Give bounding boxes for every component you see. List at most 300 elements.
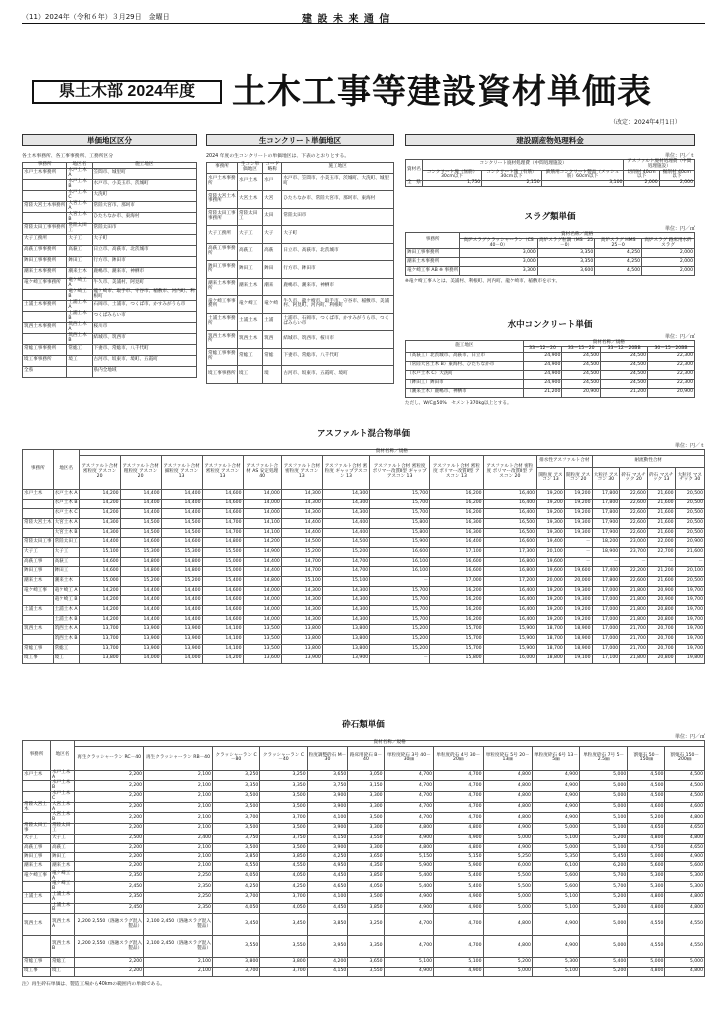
- table-cell: 鉾田工: [237, 261, 262, 279]
- table-cell: 2,200: [75, 792, 144, 803]
- table-cell: 3,700: [260, 893, 307, 904]
- table-cell: 竜ケ崎工 A: [50, 871, 74, 882]
- table-cell: [23, 289, 67, 300]
- table-cell: 水戸土木: [23, 770, 51, 781]
- table-cell: 2,200: [75, 802, 144, 813]
- table-cell: 3,950: [307, 936, 348, 958]
- table-cell: 13,800: [79, 654, 120, 664]
- table-row: [23, 333, 197, 344]
- table-cell: 19,300: [564, 518, 592, 528]
- header-cell: 大粒径 アスコン 30: [592, 467, 620, 489]
- table-cell: 15,700: [430, 635, 483, 645]
- issue-date: （11）2024年（令和６年）３月29日 金曜日: [22, 13, 170, 21]
- table-cell: 16,600: [483, 538, 536, 548]
- table-cell: 20,700: [647, 635, 675, 645]
- table-cell: 14,200: [79, 509, 120, 519]
- table-cell: 17,400: [592, 567, 620, 577]
- table-cell: 14,600: [202, 615, 243, 625]
- table-cell: 3,000: [460, 258, 538, 267]
- table-cell: 大子: [263, 226, 282, 244]
- table-cell: [23, 311, 67, 322]
- table-cell: 4,100: [307, 813, 348, 824]
- table-cell: 竜ケ崎工事 AB ※ 事務所: [406, 267, 460, 276]
- table-cell: 竜ケ崎工 B: [67, 289, 92, 300]
- table-cell: 15,900: [483, 635, 536, 645]
- table-cell: 大子工: [67, 234, 92, 245]
- header-cell: クラッシャーラン C－80: [212, 746, 259, 770]
- table-cell: 5,600: [628, 862, 665, 871]
- table-cell: 14,200: [202, 654, 243, 664]
- table-cell: 19,200: [564, 606, 592, 616]
- table-cell: 5,400: [434, 871, 483, 882]
- table-cell: 3,900: [307, 843, 348, 852]
- table-cell: 鉾田工事事務所: [23, 256, 67, 267]
- table-cell: 土浦土木 A: [67, 300, 92, 311]
- table-cell: 筑西土木 B: [67, 333, 92, 344]
- table-cell: 4,900: [384, 893, 433, 904]
- table-cell: 3,650: [307, 770, 348, 781]
- table-cell: 3,700: [212, 813, 259, 824]
- table-cell: 大宮土木: [237, 191, 262, 209]
- table-cell: 2,000: [642, 267, 695, 276]
- table-cell: 4,550: [628, 936, 665, 958]
- table-cell: －: [370, 654, 430, 664]
- table-cell: 17,100: [592, 654, 620, 664]
- table-cell: 14,400: [281, 518, 322, 528]
- header-cell: 再生クラッシャーラン RB－40: [144, 746, 213, 770]
- table-cell: 15,200: [120, 577, 161, 587]
- table-cell: 竜ケ崎工 B: [50, 882, 74, 893]
- header-cell: コンクリート塊（無筋）30cm以下: [422, 170, 481, 181]
- table-row: [23, 322, 197, 333]
- table-row: [23, 267, 197, 278]
- table-cell: 15,200: [322, 547, 369, 557]
- table-row: [23, 223, 197, 234]
- table-cell: 19,200: [564, 489, 592, 499]
- page-title: 土木工事等建設資材単価表: [232, 72, 652, 112]
- table-cell: 21,700: [620, 644, 648, 654]
- table-cell: 22,700: [647, 547, 675, 557]
- table-cell: 5,000: [580, 770, 628, 781]
- table-cell: 14,200: [79, 586, 120, 596]
- concrete-area-heading: 生コンクリート単価地区: [206, 134, 394, 146]
- table-cell: 15,800: [430, 654, 483, 664]
- table-cell: 常総工事: [23, 644, 54, 654]
- table-header: [23, 455, 705, 467]
- table-cell: 3,450: [260, 914, 307, 936]
- table-cell: 19,700: [675, 606, 704, 616]
- table-cell: 19,100: [564, 654, 592, 664]
- table-cell: 4,650: [307, 882, 348, 893]
- byproduct-section: [405, 134, 695, 187]
- table-cell: 16,400: [430, 538, 483, 548]
- table-row: [406, 258, 695, 267]
- table-cell: 16,300: [430, 518, 483, 528]
- table-cell: 土浦土木 A: [50, 893, 74, 904]
- page-header: [22, 10, 705, 24]
- table-cell: 4,700: [384, 813, 433, 824]
- table-cell: 4,250: [260, 882, 307, 893]
- table-cell: 鉾田工: [67, 256, 92, 267]
- table-cell: 3,350: [348, 936, 384, 958]
- table-cell: 筑西土木: [23, 625, 54, 635]
- table-cell: 14,000: [243, 509, 281, 519]
- table-cell: 鹿嶋市、潮来市、神栖市: [92, 267, 196, 278]
- table-cell: 筑西土木事務所: [23, 322, 67, 333]
- table-cell: 14,400: [161, 606, 202, 616]
- header-cell: 資材名称／規格: [79, 450, 704, 456]
- table-cell: 全県: [23, 366, 67, 377]
- table-cell: 大宮土木 A: [67, 201, 92, 212]
- table-cell: 竜ケ崎工事: [23, 586, 54, 596]
- table-cell: 15,500: [202, 547, 243, 557]
- table-cell: 14,500: [120, 528, 161, 538]
- table-cell: 14,600: [202, 499, 243, 509]
- table-cell: 大子町: [92, 234, 196, 245]
- table-cell: 4,800: [628, 834, 665, 843]
- table-cell: 19,200: [537, 489, 565, 499]
- table-cell: 3,850: [260, 853, 307, 862]
- table-cell: 大宮土木 A: [53, 518, 79, 528]
- table-cell: 15,100: [322, 577, 369, 587]
- table-cell: 4,900: [434, 893, 483, 904]
- header-cell: クラッシャーラン C－40: [260, 746, 307, 770]
- table-cell: 14,300: [79, 528, 120, 538]
- table-row: [406, 361, 695, 370]
- header-cell: アスファルト合材 細粒度 アスコン 13: [161, 455, 202, 489]
- table-row: [23, 311, 197, 322]
- table-cell: 4,550: [665, 936, 705, 958]
- table-cell: 竜ケ崎工事: [23, 871, 51, 882]
- table-cell: 4,600: [665, 802, 705, 813]
- table-cell: －: [564, 538, 592, 548]
- table-cell: 筑西土木 B: [50, 936, 74, 958]
- table-header: [207, 163, 394, 174]
- table-cell: 3,850: [348, 903, 384, 914]
- table-cell: 筑西土木: [237, 331, 262, 349]
- table-cell: [23, 190, 67, 201]
- table-cell: 22,300: [648, 379, 695, 388]
- table-cell: 14,200: [79, 489, 120, 499]
- table-cell: 竜ケ崎工: [237, 296, 262, 314]
- table-cell: 14,300: [322, 606, 369, 616]
- table-row: [23, 654, 705, 664]
- table-cell: 24,900: [523, 352, 562, 361]
- table-cell: 常陸太田工事事務所: [23, 223, 67, 234]
- column-header: 施工地区: [282, 163, 394, 174]
- table-cell: 大宮土木 B: [53, 528, 79, 538]
- table-row: [23, 914, 705, 936]
- table-cell: 5,100: [532, 893, 579, 904]
- table-cell: 2,350: [75, 871, 144, 882]
- table-cell: 3,250: [212, 770, 259, 781]
- table-cell: 14,400: [161, 615, 202, 625]
- table-cell: 4,800: [384, 843, 433, 852]
- table-cell: 鉾田: [263, 261, 282, 279]
- table-cell: 行方市、鉾田市: [92, 256, 196, 267]
- table-cell: 4,900: [665, 853, 705, 862]
- table-cell: 16,100: [370, 567, 430, 577]
- table-row: [23, 557, 705, 567]
- table-cell: 3,300: [348, 843, 384, 852]
- table-cell: 2,200: [75, 813, 144, 824]
- table-cell: 常陸太田工: [53, 538, 79, 548]
- table-cell: 5,000: [483, 893, 532, 904]
- table-row: [23, 577, 705, 587]
- table-cell: 高萩工事事務所: [23, 245, 67, 256]
- table-cell: 19,200: [537, 509, 565, 519]
- table-cell: 5,250: [483, 853, 532, 862]
- table-cell: 14,300: [79, 518, 120, 528]
- table-cell: 4,500: [665, 792, 705, 803]
- table-cell: [23, 179, 67, 190]
- table-cell: 14,000: [161, 654, 202, 664]
- table-cell: 19,700: [675, 635, 704, 645]
- table-row: [23, 245, 197, 256]
- table-cell: 20,800: [647, 654, 675, 664]
- table-row: [23, 853, 705, 862]
- table-cell: －: [564, 547, 592, 557]
- table-cell: 桜川市: [92, 322, 196, 333]
- table-cell: 17,900: [592, 518, 620, 528]
- table-cell: 14,400: [79, 538, 120, 548]
- table-row: [23, 958, 705, 967]
- table-cell: 14,500: [281, 538, 322, 548]
- table-cell: 14,700: [322, 567, 369, 577]
- table-cell: [23, 792, 51, 803]
- table-cell: 21,200: [647, 567, 675, 577]
- value-cell: 3,100: [541, 181, 624, 187]
- table-cell: 2,200: [75, 781, 144, 792]
- column-header: コード略称: [263, 163, 282, 174]
- table-cell: 大子町: [282, 226, 394, 244]
- header-cell: 資材名: [406, 160, 423, 181]
- table-cell: 17,800: [592, 509, 620, 519]
- table-cell: 21,800: [620, 596, 648, 606]
- table-cell: 20,900: [648, 388, 695, 397]
- table-cell: 15,800: [370, 528, 430, 538]
- table-cell: 14,400: [322, 528, 369, 538]
- table-cell: （高萩工）北茨城市、高萩市、日立市: [406, 352, 524, 361]
- table-cell: 5,300: [665, 871, 705, 882]
- table-cell: 19,600: [537, 557, 565, 567]
- table-cell: 4,050: [212, 903, 259, 914]
- table-cell: 水戸土木: [237, 173, 262, 191]
- table-cell: 古河市、坂東市、境町、五霞町: [92, 355, 196, 366]
- table-cell: 4,700: [384, 914, 433, 936]
- table-cell: 21,600: [647, 518, 675, 528]
- header-cell: アスファルト合材 密粒度 ポリマー改質Ⅱ型 アスコン 20: [483, 455, 536, 489]
- table-cell: 4,250: [595, 249, 642, 258]
- table-cell: 16,400: [483, 586, 536, 596]
- table-cell: 14,900: [243, 547, 281, 557]
- table-cell: 5,300: [628, 871, 665, 882]
- table-cell: 13,900: [120, 635, 161, 645]
- table-row: [406, 352, 695, 361]
- table-cell: 土浦土木 A: [53, 606, 79, 616]
- table-cell: 潮来土木: [53, 577, 79, 587]
- concrete-area-section: [206, 134, 394, 384]
- table-cell: 5,200: [483, 958, 532, 967]
- table-cell: 14,300: [281, 596, 322, 606]
- table-cell: 大子工: [23, 547, 54, 557]
- table-cell: 14,700: [202, 518, 243, 528]
- table-cell: 14,200: [79, 596, 120, 606]
- table-cell: 24,500: [562, 379, 601, 388]
- table-cell: 3,850: [348, 871, 384, 882]
- table-cell: 14,800: [161, 557, 202, 567]
- concrete-area-note: 2024 年度の生コンクリートの単価地区は、下表のとおりとする。: [206, 154, 350, 159]
- table-cell: 大子工務所: [207, 226, 238, 244]
- table-cell: 4,550: [260, 862, 307, 871]
- crushed-section: [22, 718, 705, 987]
- table-cell: 4,800: [628, 893, 665, 904]
- table-cell: （鉾田工）鉾田市: [406, 379, 524, 388]
- table-cell: 13,800: [322, 625, 369, 635]
- table-cell: 4,700: [434, 813, 483, 824]
- table-cell: 2,100: [144, 843, 213, 852]
- table-cell: 3,150: [348, 781, 384, 792]
- table-cell: 常陸太田市: [92, 223, 196, 234]
- table-cell: 16,400: [483, 606, 536, 616]
- table-cell: 土浦土木 B: [53, 615, 79, 625]
- table-cell: 水戸土木 C: [53, 509, 79, 519]
- table-cell: 18,900: [564, 644, 592, 654]
- table-cell: 大洗町: [92, 190, 196, 201]
- table-cell: 21,600: [647, 489, 675, 499]
- header-cell: 単粒度砕石 5号 20－13㎜: [483, 746, 532, 770]
- district-heading: 単価地区区分: [22, 134, 197, 146]
- table-cell: 5,900: [434, 862, 483, 871]
- table-row: [23, 278, 197, 289]
- table-cell: 17,000: [592, 644, 620, 654]
- table-cell: 結城市、筑西市、桜川市: [282, 331, 394, 349]
- table-cell: 15,000: [202, 557, 243, 567]
- table-cell: 5,500: [483, 871, 532, 882]
- header-cell: 鉄筋用コンクリート製品（メッシュ筋）60cm以下: [541, 170, 624, 181]
- table-cell: 3,900: [307, 802, 348, 813]
- newspaper-name: 建 設 未 来 通 信: [302, 14, 391, 25]
- table-cell: 21,600: [647, 509, 675, 519]
- table-cell: 筑西土木事務所: [207, 331, 238, 349]
- table-row: [23, 967, 705, 976]
- table-cell: 潮来土木: [67, 267, 92, 278]
- table-cell: 14,100: [243, 518, 281, 528]
- table-cell: 4,800: [628, 903, 665, 914]
- table-cell: 大子工: [50, 834, 74, 843]
- table-cell: 14,500: [120, 518, 161, 528]
- table-cell: 土浦市、石岡市、つくば市、かすみがうら市、つくばみらい市: [282, 313, 394, 331]
- table-cell: 常総工: [50, 958, 74, 967]
- table-cell: 鉾田工: [53, 567, 79, 577]
- table-cell: 土浦土木: [237, 313, 262, 331]
- table-row: [23, 625, 705, 635]
- table-row: [23, 567, 705, 577]
- table-cell: 5,000: [580, 802, 628, 813]
- table-cell: 境工: [237, 366, 262, 384]
- table-row: [406, 388, 695, 397]
- table-cell: 2,450: [75, 903, 144, 914]
- table-cell: 16,400: [483, 596, 536, 606]
- table-row: [23, 770, 705, 781]
- table-cell: 4,650: [665, 823, 705, 834]
- table-cell: [23, 781, 51, 792]
- table-cell: 3,000: [460, 249, 538, 258]
- table-cell: 21,600: [675, 547, 704, 557]
- column-header: 事務所: [207, 163, 238, 174]
- table-cell: 14,700: [322, 557, 369, 567]
- table-cell: （水戸土木 C）大洗町: [406, 370, 524, 379]
- table-row: [23, 871, 705, 882]
- table-cell: 3,850: [212, 853, 259, 862]
- table-cell: 4,650: [665, 843, 705, 852]
- table-cell: 17,900: [592, 528, 620, 538]
- table-cell: 4,800: [483, 936, 532, 958]
- table-cell: 4,250: [307, 853, 348, 862]
- table-cell: 4,800: [665, 967, 705, 976]
- table-cell: 鉾田工事事務所: [406, 249, 460, 258]
- table-cell: つくばみらい市: [92, 311, 196, 322]
- table-cell: 鹿嶋市、潮来市、神栖市: [282, 278, 394, 296]
- table-cell: 5,000: [580, 936, 628, 958]
- header-cell: アスファルト廃材処理費（中間処理施設）: [624, 160, 695, 171]
- table-cell: 20,900: [675, 538, 704, 548]
- table-cell: 19,700: [675, 586, 704, 596]
- table-cell: 14,400: [281, 528, 322, 538]
- table-cell: 2,200: [75, 862, 144, 871]
- table-cell: 24,500: [601, 379, 648, 388]
- table-cell: 14,000: [243, 489, 281, 499]
- table-cell: 2,200 2,550（溶融スラグ混入製品）: [75, 936, 144, 958]
- table-cell: 17,000: [592, 606, 620, 616]
- header-cell: 事務所: [23, 741, 51, 771]
- table-cell: 3,500: [260, 823, 307, 834]
- table-cell: 15,700: [370, 499, 430, 509]
- table-cell: 土浦土木: [23, 606, 54, 616]
- table-row: [406, 267, 695, 276]
- table-cell: 潮来土木事務所: [406, 258, 460, 267]
- asphalt-unit: 単位：円／ｔ: [674, 443, 705, 449]
- table-cell: 14,400: [161, 509, 202, 519]
- table-cell: 境: [263, 366, 282, 384]
- table-cell: 龍ケ崎市、取手市、守谷市、稲敷市、河内町、利根町: [93, 289, 195, 299]
- table-cell: 2,100: [144, 967, 213, 976]
- table-cell: 常総工: [53, 644, 79, 654]
- header-cell: 耐流動性合材: [592, 455, 705, 467]
- table-row: [23, 179, 197, 190]
- table-cell: 竜ケ崎: [263, 296, 282, 314]
- table-row: [23, 300, 197, 311]
- header-cell: 地区名: [50, 741, 74, 771]
- crushed-heading: 砕石類単価: [342, 720, 385, 730]
- slag-unit: 単位：円／㎥: [664, 226, 695, 232]
- table-cell: 2,100: [144, 792, 213, 803]
- table-cell: 筑西: [263, 331, 282, 349]
- table-cell: 水戸土木 C: [67, 190, 92, 201]
- table-cell: 4,550: [212, 862, 259, 871]
- table-cell: 22,000: [647, 538, 675, 548]
- table-cell: 14,000: [120, 654, 161, 664]
- table-cell: 2,100: [144, 958, 213, 967]
- table-cell: 17,000: [592, 635, 620, 645]
- table-cell: 16,600: [370, 547, 430, 557]
- table-row: [23, 586, 705, 596]
- table-cell: 13,800: [281, 625, 322, 635]
- table-cell: 常陸大宮土木事務所: [207, 191, 238, 209]
- table-cell: 19,200: [537, 499, 565, 509]
- table-cell: 3,050: [348, 770, 384, 781]
- table-cell: 筑西土木 B: [53, 635, 79, 645]
